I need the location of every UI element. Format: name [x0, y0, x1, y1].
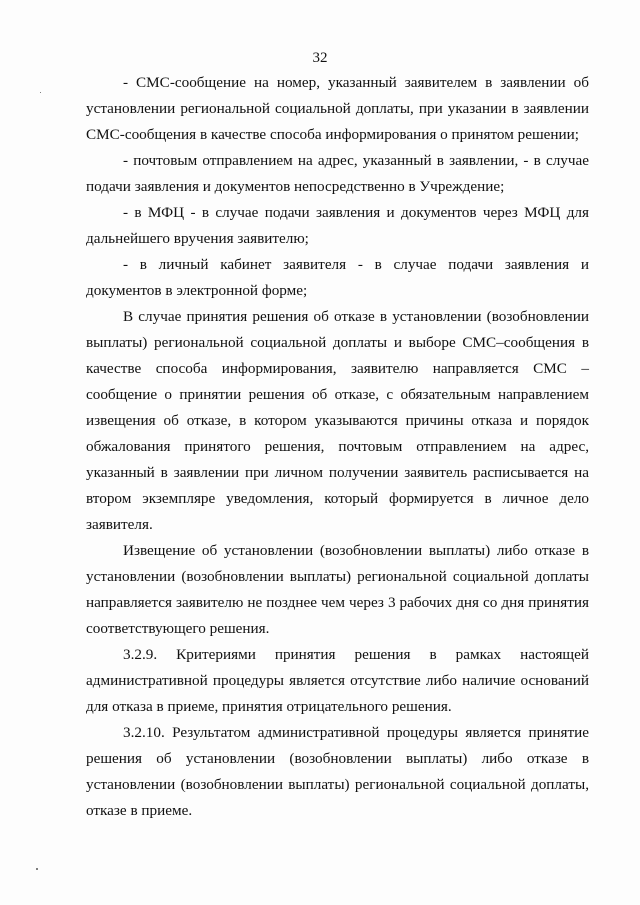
scan-speck: [36, 868, 38, 870]
paragraph-refusal: В случае принятия решения об отказе в установлении (возобновлении выплаты) региональной социальной доплаты и выборе СМС–сообщения в качестве способа информирования, заявителю направляется СМС – сообщение о принятии решения об отказе, с обязательным направлением извещения об отказе, в котором указываются причины отказа и порядок обжалования принятого решения, почтовым отправлением на адрес, указанный в заявлении при личном получении заявитель расписывается на втором экземпляре уведомления, который формируется в личное дело заявителя.: [86, 308, 589, 533]
page-body: [86, 70, 589, 824]
paragraph-3-2-10: 3.2.10. Результатом административной процедуры является принятие решения об установлении (возобновлении выплаты) либо отказе в установлении (возобновлении выплаты) региональной социальной доплаты, отказе в приеме.: [86, 724, 589, 819]
paragraph-post: - почтовым отправлением на адрес, указанный в заявлении, - в случае подачи заявления и документов непосредственно в Учреждение;: [86, 152, 589, 195]
scan-speck: [40, 92, 41, 93]
paragraph-sms: - СМС-сообщение на номер, указанный заявителем в заявлении об установлении региональной социальной доплаты, при указании в заявлении СМС-сообщения в качестве способа информирования о принятом решении;: [86, 74, 589, 143]
page-number: 32: [312, 50, 328, 66]
paragraph-cabinet: - в личный кабинет заявителя - в случае подачи заявления и документов в электронной форме;: [86, 256, 589, 299]
paragraph-mfc: - в МФЦ - в случае подачи заявления и документов через МФЦ для дальнейшего вручения заявителю;: [86, 204, 589, 247]
paragraph-notice: Извещение об установлении (возобновлении выплаты) либо отказе в установлении (возобновлении выплаты) региональной социальной доплаты направляется заявителю не позднее чем через 3 рабочих дня со дня принятия соответствующего решения.: [86, 542, 589, 637]
paragraph-3-2-9: 3.2.9. Критериями принятия решения в рамках настоящей административной процедуры является отсутствие либо наличие оснований для отказа в приеме, принятия отрицательного решения.: [86, 646, 589, 715]
